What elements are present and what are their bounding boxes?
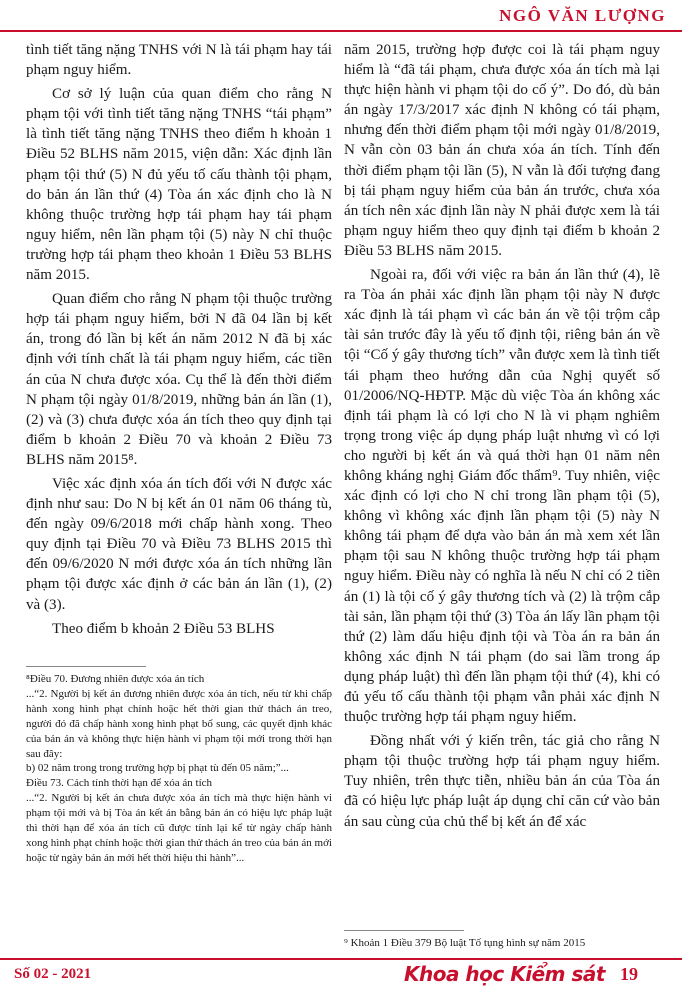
- footnote: ...“2. Người bị kết án chưa được xóa án tích mà thực hiện hành vi phạm tội mới và bị Tòa án kết án bằng bản án có hiệu lực pháp luật thì thời hạn để xóa án tích cũ được tính lại kể từ ngày chấp hành xong hình phạt chính hoặc thời gian thử thách án treo của bản án mới hoặc từ ngày bản án mới hết thời hiệu thi hành”...: [26, 792, 332, 864]
- paragraph: Cơ sở lý luận của quan điểm cho rằng N phạm tội với tình tiết tăng nặng TNHS “tái phạm” là tình tiết tăng nặng TNHS theo điểm h khoản 1 Điều 52 BLHS năm 2015, viện dẫn: Xác định lần phạm tội thứ (5) N đủ yếu tố cấu thành tội phạm, do bản án lần thứ (4) Tòa án xác định cho là N không thuộc trường hợp tái phạm hay tái phạm nguy hiểm, nên lần phạm tội (5) này N chỉ thuộc trường hợp tái phạm theo khoản 1 Điều 53 BLHS năm 2015.: [26, 86, 332, 284]
- left-column: [26, 40, 332, 639]
- footnotes-left: [26, 672, 332, 866]
- paragraph: Quan điểm cho rằng N phạm tội thuộc trường hợp tái phạm nguy hiểm, bởi N đã 04 lần bị kết án, trong đó lần bị kết án năm 2012 N đã bị xác định với tính chất là tái phạm nguy hiểm, các tiền án của N chưa được xóa. Cụ thể là đến thời điểm N phạm tội ngày 01/8/2019, những bản án lần (1), (2) và (3) chưa được xóa án tích theo quy định tại điểm b khoản 2 Điều 70 và khoản 2 Điều 73 BLHS năm 2015⁸.: [26, 291, 332, 468]
- footnote: Điều 73. Cách tính thời hạn để xóa án tích: [26, 777, 213, 790]
- footnote: ⁸Điều 70. Đương nhiên được xóa án tích: [26, 673, 205, 685]
- paragraph: Đồng nhất với ý kiến trên, tác giả cho rằng N phạm tội thuộc trường hợp tái phạm nguy hiểm. Tuy nhiên, trên thực tiễn, nhiều bản án của Tòa án đã có hiệu lực pháp luật áp dụng chỉ căn cứ vào bản án sau cùng của chủ thể bị kết án để xác: [344, 733, 660, 830]
- footnote: b) 02 năm trong trong trường hợp bị phạt tù đến 05 năm;”...: [26, 762, 289, 775]
- footer-rule: [0, 958, 682, 960]
- footer-page-number: 19: [620, 964, 638, 984]
- footnote-divider-right: [344, 930, 464, 931]
- footnote-right: ⁹ Khoản 1 Điều 379 Bộ luật Tố tụng hình sự năm 2015: [344, 937, 586, 949]
- paragraph: Ngoài ra, đối với việc ra bản án lần thứ (4), lẽ ra Tòa án phải xác định lần phạm tội này N được xác định là tái phạm vì các bản án về tội trộm cắp tài sản trước đây là yếu tố định tội, riêng bản án về tội “Cố ý gây thương tích” vẫn được xem là tình tiết tái phạm theo hướng dẫn của Nghị quyết số 01/2006/NQ-HĐTP. Mặc dù việc Tòa án không xác định tái phạm là có lợi cho N là vi phạm nghiêm trọng trong việc áp dụng pháp luật nhưng vì có lợi cho người bị kết án và quá thời hạn 01 năm nên không kháng nghị Giám đốc thẩm⁹. Tuy nhiên, việc xác định có lợi cho N chỉ trong lần phạm tội (5), không vì không xác định lần phạm tội (5) này N không tái phạm để dựa vào bản án mà xem xét lần phạm tội sau N không thuộc trường hợp tái phạm nguy hiểm. Điều này có nghĩa là nếu N chỉ có 2 tiền án (1) là tội cố ý gây thương tích và (2) là trộm cắp tài sản, lần phạm tội thứ (3) Tòa án lấy lần phạm tội thứ (2) làm dấu hiệu định tội và Tòa án ra bản án không xác định N tái phạm (do sai lầm trong áp dụng pháp luật) thì đến lần phạm tội thứ (4), khi có đủ yếu tố cấu thành tội phạm vẫn phải xác định N thuộc trường hợp tái phạm nguy hiểm.: [344, 267, 660, 726]
- footer-issue: Số 02 - 2021: [14, 966, 92, 982]
- footnote-divider-left: [26, 666, 146, 667]
- paragraph: Theo điểm b khoản 2 Điều 53 BLHS: [52, 620, 275, 637]
- paragraph: tình tiết tăng nặng TNHS với N là tái phạm hay tái phạm nguy hiểm.: [26, 42, 332, 79]
- header-author: NGÔ VĂN LƯỢNG: [499, 6, 666, 25]
- paragraph: Việc xác định xóa án tích đối với N được xác định như sau: Do N bị kết án 01 năm 06 tháng tù, đến ngày 09/6/2018 mới chấp hành xong. Theo quy định tại Điều 70 và Điều 73 BLHS 2015 thì đến 09/6/2020 N mới được xóa án tích những lần phạm tội được xác định ở các bản án lần (1), (2) và (3).: [26, 475, 332, 613]
- footnote: ...“2. Người bị kết án đương nhiên được xóa án tích, nếu từ khi chấp hành xong hình phạt chính hoặc hết thời gian thử thách án treo, người đó đã chấp hành xong hình phạt bổ sung, các quyết định khác của bản án và không thực hiện hành vi phạm tội mới trong thời hạn sau đây:: [26, 687, 332, 760]
- header-rule: [0, 30, 682, 32]
- footer-magazine-name: Khoa học Kiểm sát: [404, 962, 605, 986]
- paragraph: năm 2015, trường hợp được coi là tái phạm nguy hiểm là “đã tái phạm, chưa được xóa án tích mà lại thực hiện hành vi phạm tội do cố ý”. Do đó, dù bản án ngày 17/3/2017 xác định N không có tái phạm, nhưng đến thời điểm phạm tội mới ngày 01/8/2019, N vẫn còn 03 bản án chưa xóa án tích. Tính đến thời điểm phạm tội lần (5), N vẫn là đối tượng đang bị tái phạm nguy hiểm của bản án trước, chưa xóa án tích nên xác định lần này N phải được xem là tái phạm nguy hiểm theo quy định tại điểm b khoản 2 Điều 53 BLHS năm 2015.: [344, 42, 660, 259]
- right-column: [344, 40, 660, 832]
